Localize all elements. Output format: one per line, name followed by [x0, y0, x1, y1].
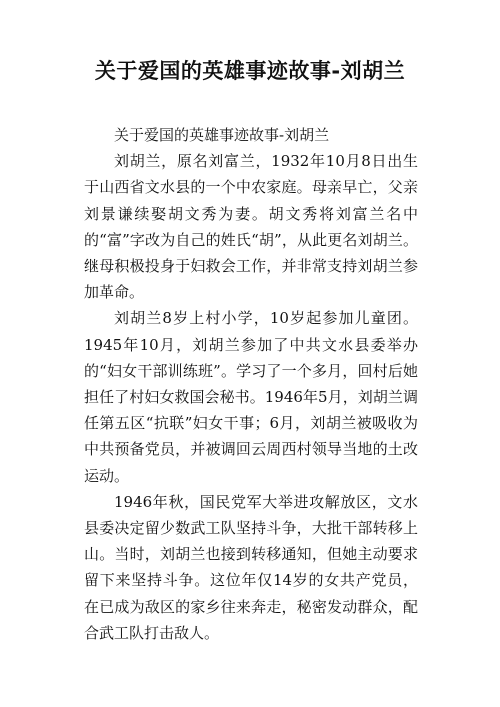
body-paragraph: 刘胡兰8岁上村小学，10岁起参加儿童团。1945年10月，刘胡兰参加了中共文水县委举办的“妇女干部训练班”。学习了一个多月，回村后她担任了村妇女救国会秘书。1946年5月，刘胡兰调任第五区“抗联”妇女干事；6月，刘胡兰被吸收为中共预备党员，并被调回云周西村领导当地的土改运动。	[84, 309, 418, 485]
body-paragraph: 1946年秋，国民党军大举进攻解放区，文水县委决定留少数武工队坚持斗争，大批干部转移上山。当时，刘胡兰也接到转移通知，但她主动要求留下来坚持斗争。这位年仅14岁的女共产党员，在已成为敌区的家乡往来奔走，秘密发动群众，配合武工队打击敌人。	[84, 492, 418, 642]
document-body	[84, 122, 418, 646]
body-paragraph: 关于爱国的英雄事迹故事-刘胡兰	[114, 126, 330, 144]
body-paragraph: 刘胡兰，原名刘富兰，1932年10月8日出生于山西省文水县的一个中农家庭。母亲早亡，父亲刘景谦续娶胡文秀为妻。胡文秀将刘富兰名中的“富”字改为自己的姓氏“胡”，从此更名刘胡兰。继母积极投身于妇救会工作，并非常支持刘胡兰参加革命。	[84, 152, 418, 302]
document-title: 关于爱国的英雄事迹故事-刘胡兰	[94, 59, 406, 83]
